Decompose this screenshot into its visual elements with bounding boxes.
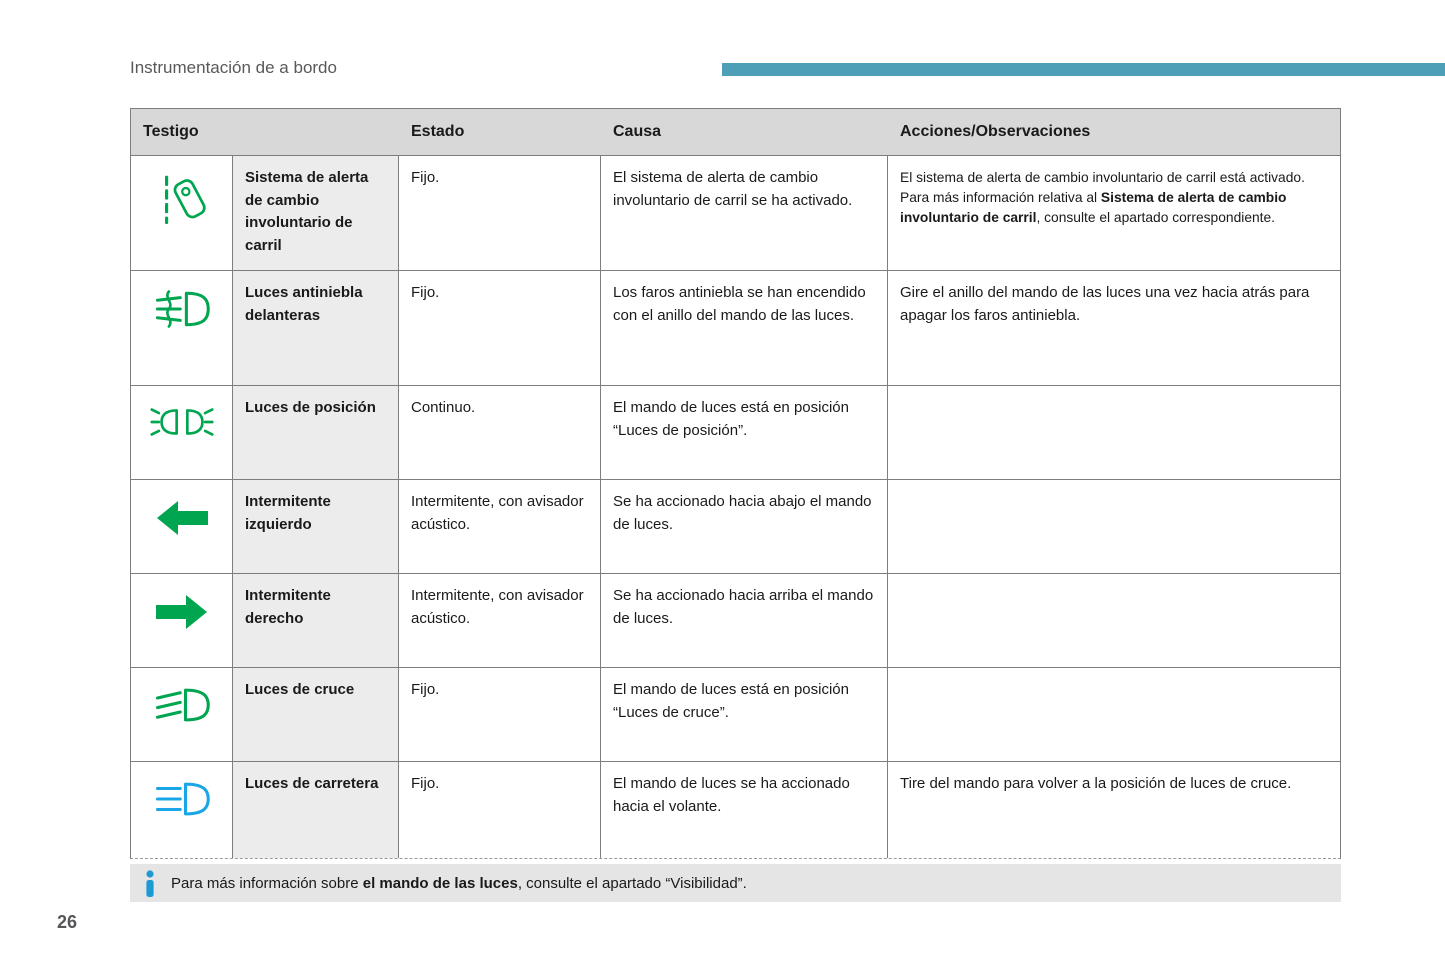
estado-cell: Fijo. xyxy=(399,271,601,385)
table-header-row xyxy=(131,109,1340,156)
note-text-part: , consulte el apartado “Visibilidad”. xyxy=(517,874,747,892)
table-row xyxy=(131,762,1340,858)
table-row xyxy=(131,668,1340,762)
accent-bar xyxy=(722,63,1445,76)
acciones-line2 xyxy=(900,188,1328,228)
warning-lights-table xyxy=(130,108,1341,859)
acciones-cell xyxy=(888,574,1340,667)
position-lights-icon xyxy=(150,404,214,440)
footer-note-text xyxy=(171,875,747,892)
acciones-cell xyxy=(888,386,1340,479)
table-row xyxy=(131,386,1340,480)
table-row xyxy=(131,480,1340,574)
acciones-cell xyxy=(888,480,1340,573)
column-header-testigo: Testigo xyxy=(143,123,199,140)
testigo-name: Luces antiniebla delanteras xyxy=(233,271,399,385)
testigo-name: Luces de cruce xyxy=(233,668,399,761)
acciones-cell: Tire del mando para volver a la posición de luces de cruce. xyxy=(900,775,1292,792)
causa-cell: El mando de luces está en posición “Luces de posición”. xyxy=(601,386,888,479)
causa-cell: El mando de luces está en posición “Luces de cruce”. xyxy=(601,668,888,761)
column-header-estado: Estado xyxy=(411,123,465,140)
note-text-bold: el mando de las luces xyxy=(362,874,518,892)
testigo-icon-cell xyxy=(131,156,233,270)
causa-cell: Los faros antiniebla se han encendido con el anillo del mando de las luces. xyxy=(601,271,888,385)
testigo-name: Sistema de alerta de cambio involuntario de carril xyxy=(233,156,399,270)
testigo-name: Intermitente izquierdo xyxy=(233,480,399,573)
estado-cell: Continuo. xyxy=(399,386,601,479)
left-turn-signal-icon xyxy=(154,498,210,538)
table-row xyxy=(131,271,1340,386)
acciones-cell xyxy=(888,668,1340,761)
table-row xyxy=(131,574,1340,668)
testigo-icon-cell xyxy=(131,574,233,667)
causa-cell: El sistema de alerta de cambio involuntario de carril se ha activado. xyxy=(601,156,888,270)
column-header-causa: Causa xyxy=(613,123,662,140)
estado-cell: Intermitente, con avisador acústico. xyxy=(399,480,601,573)
estado-cell: Fijo. xyxy=(399,668,601,761)
estado-cell: Fijo. xyxy=(399,156,601,270)
causa-cell: Se ha accionado hacia abajo el mando de luces. xyxy=(601,480,888,573)
testigo-icon-cell xyxy=(131,271,233,385)
testigo-icon-cell xyxy=(131,386,233,479)
info-icon xyxy=(145,870,155,897)
estado-cell: Intermitente, con avisador acústico. xyxy=(399,574,601,667)
acciones-cell: Gire el anillo del mando de las luces una vez hacia atrás para apagar los faros antiniebla. xyxy=(900,284,1310,324)
acciones-text-part: , consulte el apartado correspondiente. xyxy=(1036,210,1276,225)
high-beam-icon xyxy=(154,780,210,818)
testigo-name: Luces de posición xyxy=(233,386,399,479)
acciones-cell xyxy=(888,156,1340,270)
low-beam-icon xyxy=(154,686,210,724)
lane-departure-warning-icon xyxy=(153,174,211,224)
acciones-text-bold: Sistema de alerta de cambio involuntario de carril xyxy=(900,190,1287,225)
acciones-line1: El sistema de alerta de cambio involuntario de carril está activado. xyxy=(900,170,1305,185)
causa-cell: El mando de luces se ha accionado hacia el volante. xyxy=(601,762,888,858)
column-header-acciones: Acciones/Observaciones xyxy=(900,123,1091,140)
testigo-icon-cell xyxy=(131,480,233,573)
footer-note xyxy=(130,864,1341,902)
causa-cell: Se ha accionado hacia arriba el mando de luces. xyxy=(601,574,888,667)
front-fog-lights-icon xyxy=(154,289,210,329)
page-header-title: Instrumentación de a bordo xyxy=(130,58,337,77)
page-number: 26 xyxy=(57,912,78,932)
table-row xyxy=(131,156,1340,271)
testigo-icon-cell xyxy=(131,762,233,858)
testigo-icon-cell xyxy=(131,668,233,761)
right-turn-signal-icon xyxy=(154,592,210,632)
estado-cell: Fijo. xyxy=(399,762,601,858)
testigo-name: Intermitente derecho xyxy=(233,574,399,667)
note-text-part: Para más información sobre xyxy=(171,874,363,892)
acciones-text-part: Para más información relativa al xyxy=(900,190,1101,205)
testigo-name: Luces de carretera xyxy=(233,762,399,858)
